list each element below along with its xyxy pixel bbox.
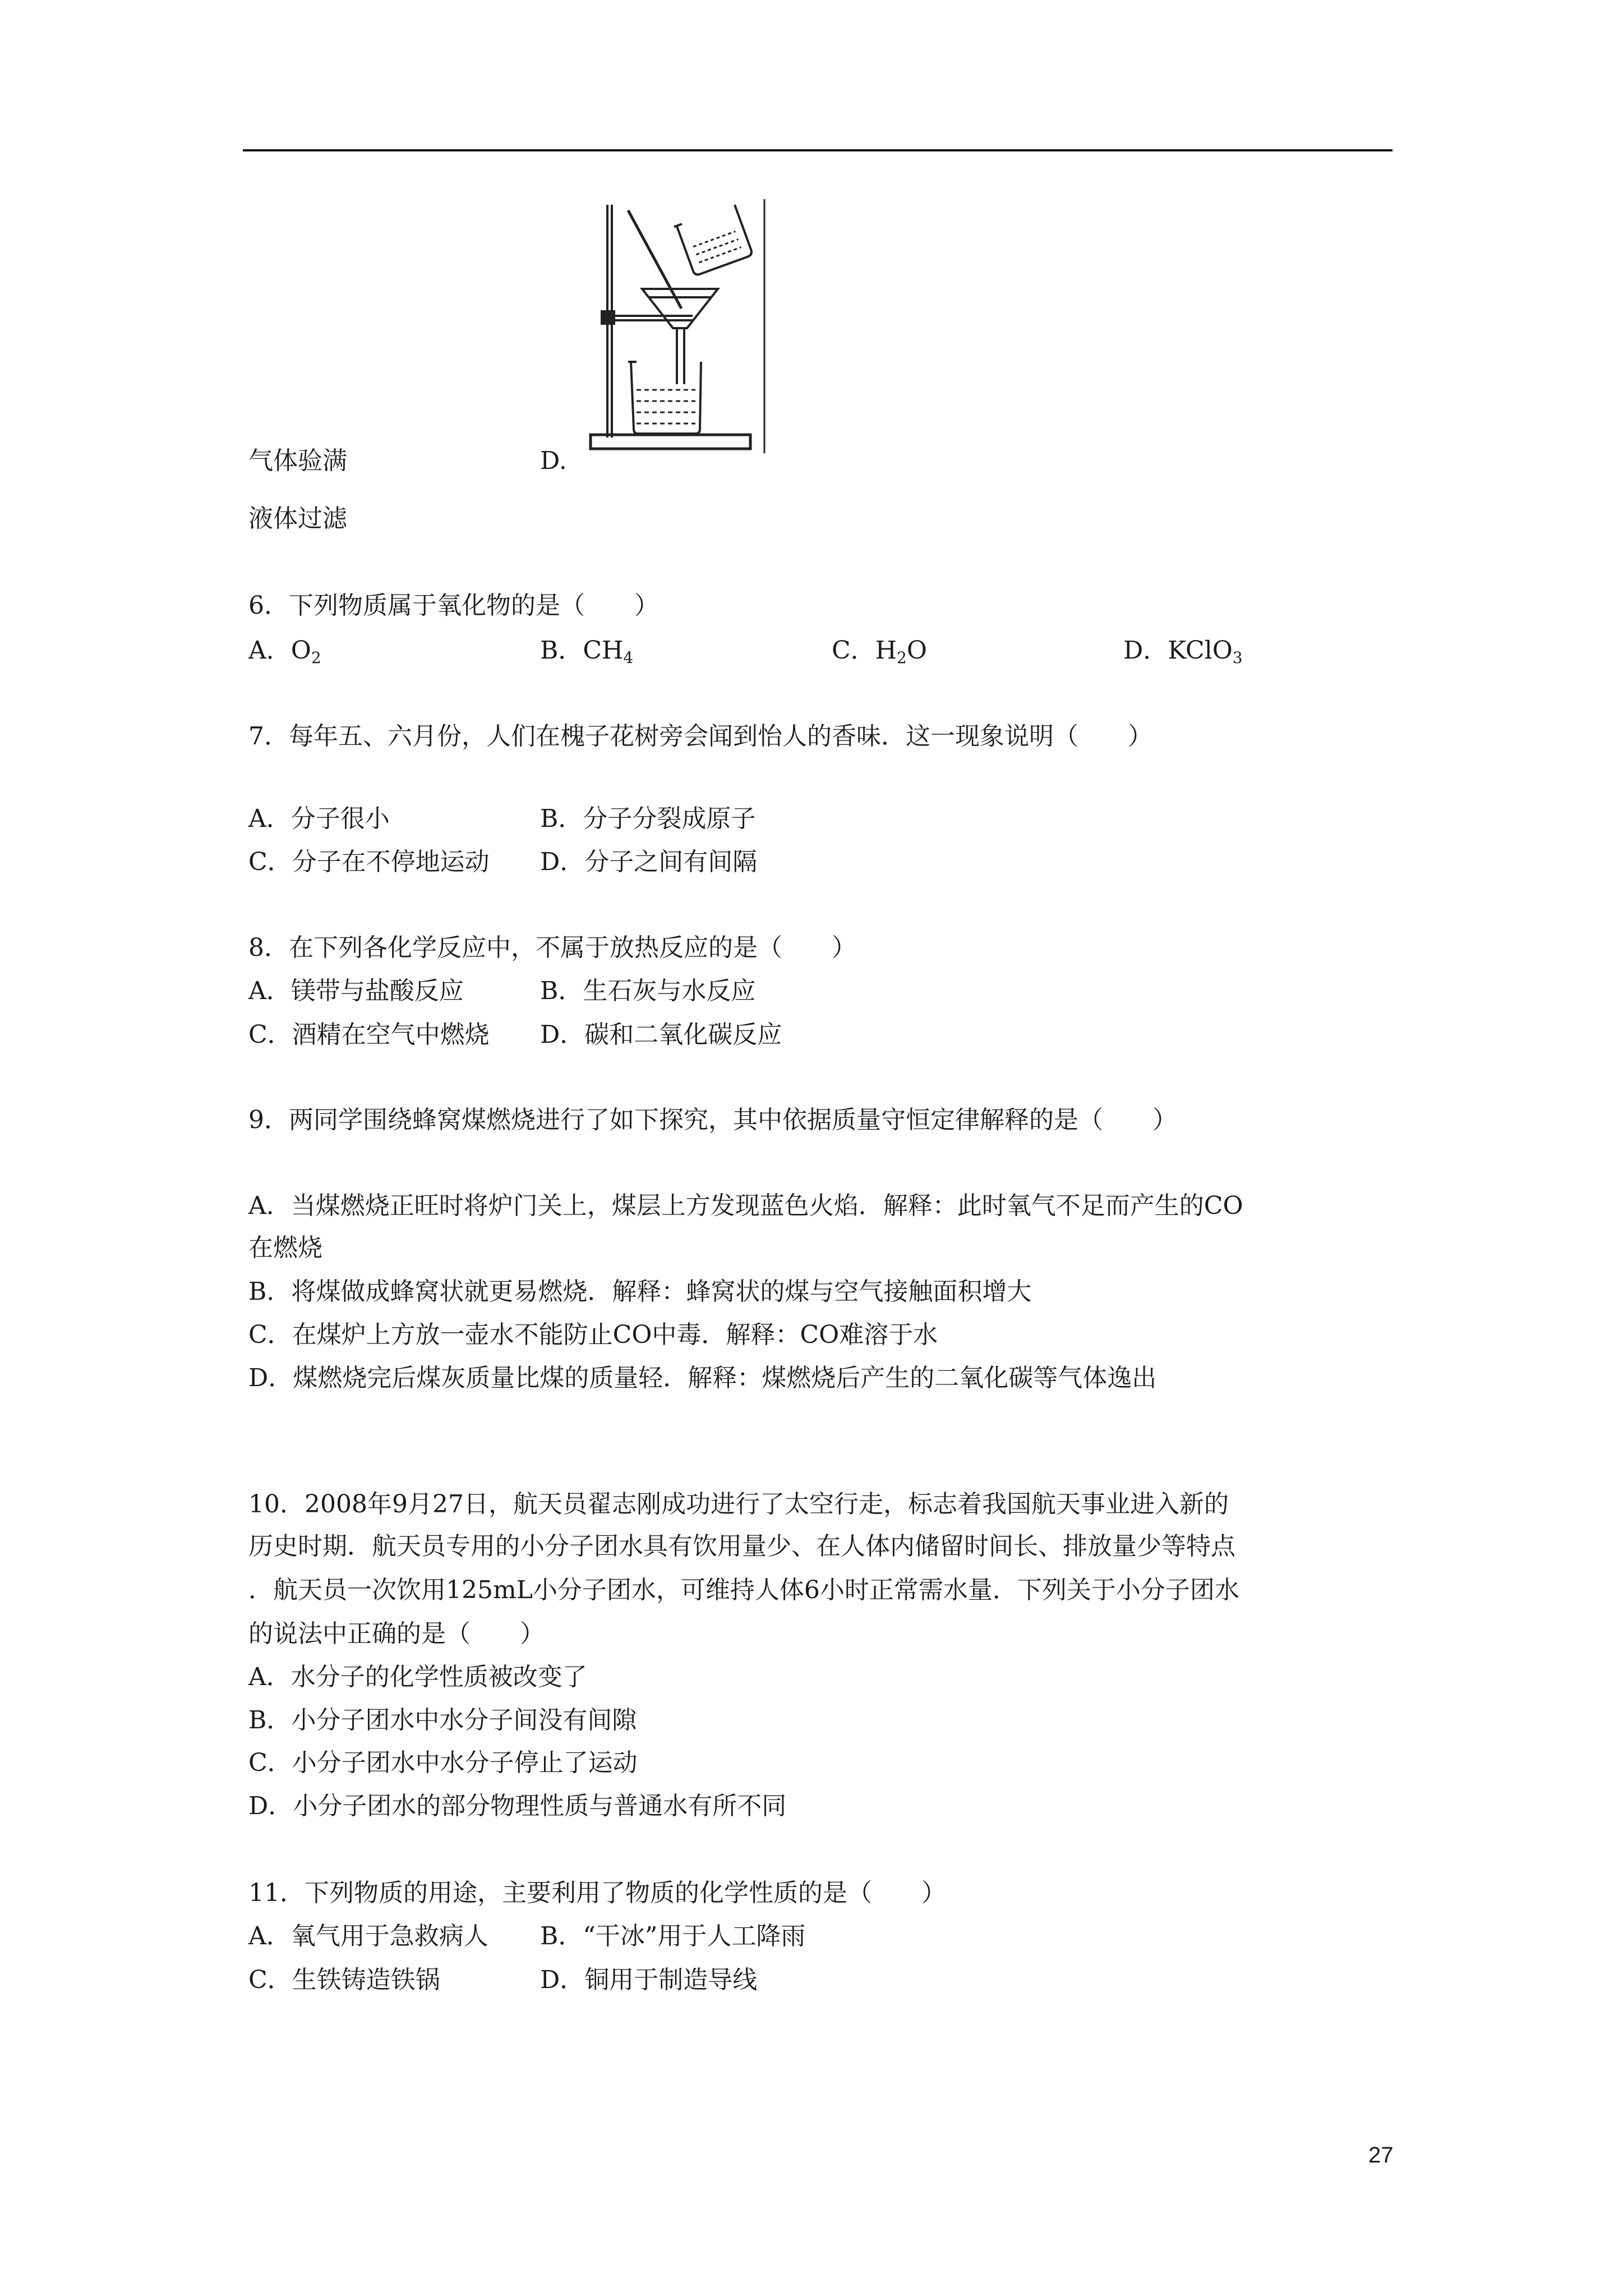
q11-option-c: C．生铁铸造铁锅: [248, 1966, 440, 1994]
q6-option-a: A．$O_2$: [248, 636, 321, 667]
q10-stem-line2: 历史时期．航天员专用的小分子团水具有饮用量少、在人体内储留时间长、排放量少等特点: [248, 1532, 1235, 1561]
q10-option-b: B．小分子团水中水分子间没有间隙: [248, 1706, 637, 1734]
q10-stem-line1: 10．2008年9月27日，航天员翟志刚成功进行了太空行走，标志着我国航天事业进入新的: [248, 1490, 1229, 1519]
q8-option-b: B．生石灰与水反应: [540, 977, 756, 1005]
q9-option-c: C．在煤炉上方放一壶水不能防止CO中毒．解释：CO难溶于水: [248, 1320, 938, 1349]
q11-option-a: A．氧气用于急救病人: [248, 1922, 488, 1950]
q8-stem: 8．在下列各化学反应中，不属于放热反应的是（ ）: [248, 933, 856, 962]
q6-option-c: C．$H_2O$: [832, 636, 927, 667]
q7-option-c: C．分子在不停地运动: [248, 848, 490, 876]
q5-option-d-text: 液体过滤: [248, 504, 347, 533]
q11-option-d: D．铜用于制造导线: [540, 1966, 758, 1994]
q9-option-a-line2: 在燃烧: [248, 1234, 322, 1262]
q7-option-b: B．分子分裂成原子: [540, 804, 756, 833]
q8-option-c: C．酒精在空气中燃烧: [248, 1020, 490, 1049]
q11-option-b: B．“干冰”用于人工降雨: [540, 1922, 806, 1950]
q10-option-a: A．水分子的化学性质被改变了: [248, 1663, 587, 1691]
q7-option-d: D．分子之间有间隔: [540, 848, 758, 876]
q5-option-d-label: D.: [540, 447, 567, 475]
q5-option-c-text: 气体验满: [248, 447, 347, 475]
q10-stem-line4: 的说法中正确的是（ ）: [248, 1619, 545, 1648]
q10-option-d: D．小分子团水的部分物理性质与普通水有所不同: [248, 1792, 787, 1820]
q6-stem: 6．下列物质属于氧化物的是（ ）: [248, 591, 659, 620]
q11-stem: 11．下列物质的用途，主要利用了物质的化学性质的是（ ）: [248, 1879, 946, 1907]
filtration-apparatus-icon: [575, 199, 766, 454]
page-number: 27: [1368, 2143, 1394, 2168]
q8-option-a: A．镁带与盐酸反应: [248, 977, 464, 1005]
q6-option-b: B．$CH_4$: [540, 636, 634, 667]
header-rule: [243, 149, 1393, 151]
q8-option-d: D．碳和二氧化碳反应: [540, 1020, 782, 1049]
q9-option-a-line1: A．当煤燃烧正旺时将炉门关上，煤层上方发现蓝色火焰．解释：此时氧气不足而产生的CO: [248, 1191, 1243, 1220]
q9-option-d: D．煤燃烧完后煤灰质量比煤的质量轻．解释：煤燃烧后产生的二氧化碳等气体逸出: [248, 1364, 1157, 1392]
q6-option-d: D．KClO$_3$: [1123, 636, 1243, 667]
q9-stem: 9．两同学围绕蜂窝煤燃烧进行了如下探究，其中依据质量守恒定律解释的是（ ）: [248, 1106, 1177, 1134]
q7-option-a: A．分子很小: [248, 804, 390, 833]
q9-option-b: B．将煤做成蜂窝状就更易燃烧．解释：蜂窝状的煤与空气接触面积增大: [248, 1277, 1032, 1306]
q7-stem: 7．每年五、六月份，人们在槐子花树旁会闻到怡人的香味．这一现象说明（ ）: [248, 722, 1152, 751]
q10-stem-line3: ．航天员一次饮用125mL小分子团水，可维持人体6小时正常需水量．下列关于小分子团水: [248, 1576, 1239, 1604]
q10-option-c: C．小分子团水中水分子停止了运动: [248, 1749, 638, 1777]
